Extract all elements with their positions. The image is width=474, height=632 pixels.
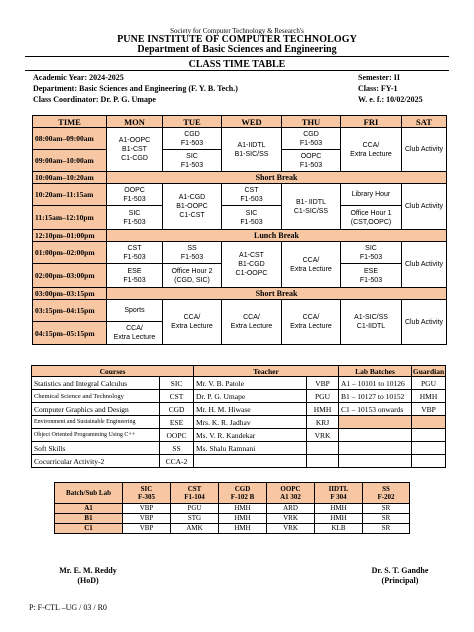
teacher-code: PGU [307,390,339,403]
course-code: CGD [160,403,194,416]
col-thu: THU [282,116,341,128]
time-slot: 03:15pm–04:15pm [33,300,107,322]
batch-label: C1 [55,524,123,534]
course-row [32,390,446,403]
lab-batch [339,455,412,468]
teacher-name: Mr. V. B. Patole [194,377,307,390]
semester: Semester: II [358,73,400,82]
lab-cell: HMH [315,514,363,524]
lab-batch [339,442,412,455]
teacher-name [194,455,307,468]
teacher-name: Mrs. K. R. Jadhav [194,416,307,429]
col-sat: SAT [402,116,447,128]
teacher-name: Ms. V. R. Kandekar [194,429,307,442]
course-name: Cocurricular Activity-2 [32,455,160,468]
lunch-break: Lunch Break [107,230,447,242]
timetable-row [33,242,447,264]
lab-batch: A1 – 10101 to 10126 [339,377,412,390]
lab-cell: HMH [219,514,267,524]
col-fri: FRI [341,116,402,128]
lab-header-ss: SS F-202 [363,483,410,504]
class-cell: ESE F1-503 [341,264,402,288]
class-cell: ESE F1-503 [107,264,163,288]
class-info: Class: FY-1 [358,84,398,93]
institute-name: PUNE INSTITUTE OF COMPUTER TECHNOLOGY [117,34,357,45]
class-cell: SS F1-503 [163,242,222,264]
timetable-row [33,184,447,206]
teacher-code: VBP [307,377,339,390]
guardian [412,442,446,455]
club-activity-cell: Club Activity [402,128,447,172]
lab-batch [339,429,412,442]
class-cell: CCA/ Extra Lecture [282,300,341,345]
course-name: Chemical Science and Technology [32,390,160,403]
class-cell: SIC F1-503 [341,242,402,264]
lab-cell: VBP [123,524,171,534]
class-cell: CST F1-503 [107,242,163,264]
col-tue: TUE [163,116,222,128]
lab-cell: VRK [267,524,315,534]
lab-batches-header: Lab Batches [339,366,412,377]
teacher-code [307,455,339,468]
hod-role: (HoD) [77,576,99,585]
course-code: CCA-2 [160,455,194,468]
teacher-code: KRJ [307,416,339,429]
course-row [32,429,446,442]
timetable-row [33,300,447,322]
page-title: CLASS TIME TABLE [188,59,286,70]
class-cell: B1- IIDTL C1-SIC/SS [282,184,341,230]
course-name: Object Oriented Programming Using C++ [32,429,160,442]
break-row [33,172,447,184]
class-cell: CCA/ Extra Lecture [282,242,341,288]
lab-header-oopc: OOPC A1 302 [267,483,315,504]
society-name: Society for Computer Technology & Research's [170,27,304,35]
teacher-name: Dr. P. G. Umape [194,390,307,403]
course-code: ESE [160,416,194,429]
lab-cell: VBP [123,504,171,514]
course-code: SS [160,442,194,455]
lab-header-sic: SIC F-305 [123,483,171,504]
club-activity-cell: Club Activity [402,242,447,288]
teacher-name: Mr. H. M. Hiwase [194,403,307,416]
time-slot: 02:00pm–03:00pm [33,264,107,288]
form-code: P: F-CTL –UG / 03 / R0 [29,603,107,612]
time-slot: 04:15pm–05:15pm [33,322,107,345]
guardian: HMH [412,390,446,403]
teacher-code [307,442,339,455]
class-cell: CGD F1-503 [282,128,341,150]
class-cell: A1-IIDTL B1-SIC/SS [222,128,282,172]
class-cell: Sports [107,300,163,322]
lab-cell: HMH [315,504,363,514]
lab-header-cgd: CGD F-102 B [219,483,267,504]
time-slot: 01:00pm–02:00pm [33,242,107,264]
hod-signature [44,566,132,586]
class-cell: CCA/ Extra Lecture [163,300,222,345]
teacher-header: Teacher [194,366,339,377]
timetable-row [33,128,447,150]
break-row [33,230,447,242]
principal-name: Dr. S. T. Gandhe [371,566,429,575]
lab-row [55,524,410,534]
class-cell: A1-CGD B1-OOPC C1-CST [163,184,222,230]
teacher-code: HMH [307,403,339,416]
guardian: PGU [412,377,446,390]
courses-header: Courses [32,366,194,377]
class-cell: CCA/ Extra Lecture [341,128,402,172]
lab-cell: VBP [123,514,171,524]
lab-cell: KLB [315,524,363,534]
course-code: OOPC [160,429,194,442]
class-cell: SIC F1-503 [163,150,222,172]
academic-year: Academic Year: 2024-2025 [33,73,124,82]
class-cell: OOPC F1-503 [107,184,163,206]
title-rule [25,70,449,71]
batch-sub-lab-header: Batch/Sub Lab [55,483,123,504]
header-rule [25,56,449,57]
short-break: Short Break [107,172,447,184]
class-cell: CGD F1-503 [163,128,222,150]
class-cell: OOPC F1-503 [282,150,341,172]
batch-label: A1 [55,504,123,514]
lab-header-iidtl: IIDTL F 304 [315,483,363,504]
class-cell: A1-CST B1-CGD C1-OOPC [222,242,282,288]
lab-table [54,482,410,534]
principal-role: (Principal) [381,576,419,585]
guardian-header: Guardian [412,366,445,376]
time-slot: 03:00pm–03:15pm [33,288,107,300]
club-activity-cell: Club Activity [402,184,447,230]
class-cell: CST F1-503 [222,184,282,206]
timetable [32,115,447,345]
club-activity-cell: Club Activity [402,300,447,345]
col-wed: WED [222,116,282,128]
lab-row [55,504,410,514]
class-cell: CCA/ Extra Lecture [222,300,282,345]
lab-cell: SR [363,514,410,524]
guardian [412,429,446,442]
course-name: Soft Skills [32,442,160,455]
class-cell: Office Hour 1 (CST,OOPC) [341,206,402,230]
guardian [412,455,446,468]
timetable-header-row [33,116,447,128]
time-slot: 10:20am–11:15am [33,184,107,206]
hod-name: Mr. E. M. Reddy [59,566,117,575]
lab-header-cst: CST F1-104 [171,483,219,504]
class-cell: CCA/ Extra Lecture [107,322,163,345]
department-info: Department: Basic Sciences and Engineering (F. Y. B. Tech.) [33,84,238,93]
class-cell: SIC F1-503 [107,206,163,230]
teacher-name: Ms. Shalu Ramnani [194,442,307,455]
lab-cell: AMK [171,524,219,534]
lab-batch [339,416,412,429]
wef-date: W. e. f.: 10/02/2025 [358,95,423,104]
lab-cell: PGU [171,504,219,514]
time-slot: 10:00am–10:20am [33,172,107,184]
courses-header-row [32,366,446,377]
break-row [33,288,447,300]
short-break: Short Break [107,288,447,300]
course-code: CST [160,390,194,403]
lab-row [55,514,410,524]
class-cell: A1-SIC/SS C1-IIDTL [341,300,402,345]
course-code: SIC [160,377,194,390]
time-slot: 09:00am–10:00am [33,150,107,172]
col-time: TIME [33,116,107,128]
principal-signature [358,566,442,586]
course-row [32,455,446,468]
course-row [32,416,446,429]
class-coordinator: Class Coordinator: Dr. P. G. Umape [33,95,156,104]
guardian: VBP [412,403,446,416]
course-name: Computer Graphics and Design [32,403,160,416]
class-cell: Library Hour [341,184,402,206]
lab-batch: C1 – 10153 onwards [339,403,412,416]
col-mon: MON [107,116,163,128]
course-row [32,403,446,416]
time-slot: 08:00am–09:00am [33,128,107,150]
teacher-code: VRK [307,429,339,442]
class-cell: A1-OOPC B1-CST C1-CGD [107,128,163,172]
batch-label: B1 [55,514,123,524]
guardian [412,416,446,429]
class-cell: SIC F1-503 [222,206,282,230]
course-name: Environment and Sustainable Engineering [32,416,160,429]
lab-cell: STG [171,514,219,524]
time-slot: 12:10pm–01:00pm [33,230,107,242]
course-name: Statistics and Integral Calculus [32,377,160,390]
lab-cell: HMH [219,504,267,514]
class-cell: Office Hour 2 (CGD, SIC) [163,264,222,288]
courses-table [31,365,446,468]
department-name: Department of Basic Sciences and Engineering [137,44,337,55]
lab-cell: SR [363,504,410,514]
course-row [32,442,446,455]
time-slot: 11:15am–12:10pm [33,206,107,230]
course-row [32,377,446,390]
lab-cell: SR [363,524,410,534]
timetable-row [33,206,447,230]
lab-header-row [55,483,410,504]
lab-cell: VRK [267,514,315,524]
lab-batch: B1 – 10127 to 10152 [339,390,412,403]
lab-cell: HMH [219,524,267,534]
lab-cell: ARD [267,504,315,514]
